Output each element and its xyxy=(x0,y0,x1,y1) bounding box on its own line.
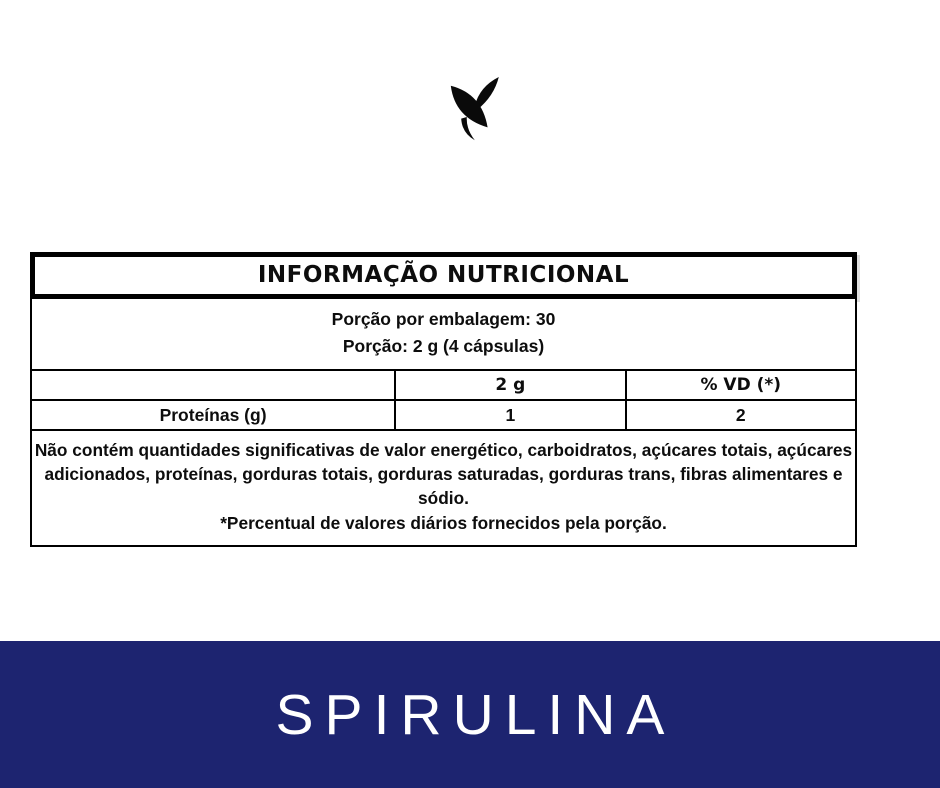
table-row xyxy=(32,401,855,431)
product-name: SPIRULINA xyxy=(275,682,676,747)
nutrient-name: Proteínas (g) xyxy=(159,404,267,425)
servings-per-package: Porção por embalagem: 30 xyxy=(331,309,556,329)
brand-logo xyxy=(434,72,506,146)
column-header-amount: 2 g xyxy=(394,371,624,399)
column-header-row xyxy=(32,371,855,401)
daily-value-footnote: *Percentual de valores diários fornecidos pela porção. xyxy=(220,513,667,534)
hummingbird-leaf-logo-icon xyxy=(434,72,506,146)
column-header-daily-value: % VD (*) xyxy=(625,371,855,399)
column-header-nutrient xyxy=(32,371,394,399)
no-significant-amounts-note: Não contém quantidades significativas de valor energético, carboidratos, açúcares totais, açúcares adicionados, proteínas, gorduras totais, gorduras saturadas, gorduras trans, fibras alimentares e sódio. xyxy=(34,440,853,509)
product-name-banner xyxy=(0,641,940,788)
nutrient-daily-value: 2 xyxy=(625,401,855,429)
nutrition-table-body xyxy=(30,299,857,547)
serving-size: Porção: 2 g (4 cápsulas) xyxy=(342,336,545,357)
nutrition-note xyxy=(32,431,855,545)
nutrition-facts-table xyxy=(30,252,857,547)
nutrient-amount: 1 xyxy=(394,401,624,429)
nutrition-table-title: INFORMAÇÃO NUTRICIONAL xyxy=(30,252,857,299)
serving-info xyxy=(32,299,855,371)
